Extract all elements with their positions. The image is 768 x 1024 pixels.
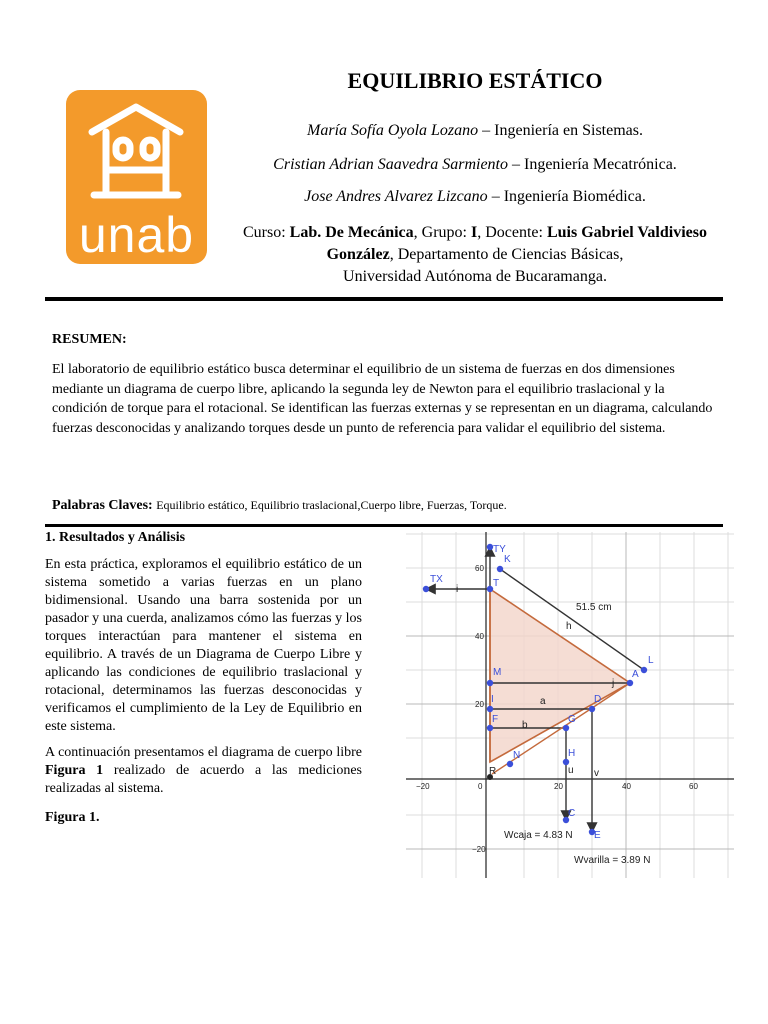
y-tick-label: −20 xyxy=(472,845,486,854)
author-separator: – xyxy=(487,188,504,205)
author-line xyxy=(240,188,710,206)
wvarilla-label: Wvarilla = 3.89 N xyxy=(574,855,651,866)
point-label: TX xyxy=(430,574,443,585)
x-tick-label: −20 xyxy=(416,782,430,791)
author-separator: – xyxy=(508,156,524,173)
abstract-body: El laboratorio de equilibrio estático busca determinar el equilibrio de un sistema de fuerzas en dos dimensiones mediante un diagrama de cuerpo libre, aplicando la segunda ley de Newton para el equilibrio traslacional y la condición de torque para el rotacional. Se identifican las fuerzas externas y se representan en un diagrama, calculando fuerzas desconocidas y analizando torques desde un punto de referencia para validar el equilibrio del sistema. xyxy=(52,362,713,436)
teacher-label: , Docente: xyxy=(477,224,547,241)
y-tick-label: 20 xyxy=(475,700,484,709)
section-divider xyxy=(45,524,723,527)
wcaja-label: Wcaja = 4.83 N xyxy=(504,830,573,841)
author-program: Ingeniería Mecatrónica. xyxy=(524,156,677,173)
point-label: G xyxy=(568,714,576,725)
segment-label: b xyxy=(522,720,528,731)
x-tick-label: 0 xyxy=(478,782,483,791)
point-label: I xyxy=(491,694,494,705)
header-divider xyxy=(45,297,723,301)
segment-label: h xyxy=(566,621,572,632)
group-value: I xyxy=(470,224,478,241)
point-label: E xyxy=(594,830,601,841)
point-label: N xyxy=(513,750,521,761)
point-label: C xyxy=(568,808,576,819)
author-separator: – xyxy=(478,122,495,139)
segment-label: v xyxy=(594,768,599,779)
free-body-diagram xyxy=(406,532,734,878)
keywords-value: Equilibrio estático, Equilibrio traslacional,Cuerpo libre, Fuerzas, Torque. xyxy=(156,498,507,512)
university: Universidad Autónoma de Bucaramanga. xyxy=(343,268,607,285)
figure-label: Figura 1. xyxy=(45,810,100,825)
point-label: TY xyxy=(493,544,506,555)
y-tick-label: 40 xyxy=(475,632,484,641)
rope-length-label: 51.5 cm xyxy=(576,602,612,613)
course-name: Lab. De Mecánica xyxy=(289,224,414,241)
department: , Departamento de Ciencias Básicas, xyxy=(389,246,624,263)
group-label: , Grupo: xyxy=(413,224,471,241)
teacher-name: Luis Gabriel Valdivieso González xyxy=(326,224,707,263)
point-label: R xyxy=(489,766,497,777)
figure-reference: Figura 1 xyxy=(45,763,104,778)
author-line xyxy=(240,122,710,140)
point-label: D xyxy=(594,694,602,705)
point-label: L xyxy=(648,655,654,666)
point-label: M xyxy=(493,667,502,678)
author-program: Ingeniería en Sistemas. xyxy=(494,122,643,139)
segment-label: u xyxy=(568,765,574,776)
section-paragraph: En esta práctica, exploramos el equilibrio estático de un sistema sometido a varias fuerzas en un plano bidimensional. Usando una barra sostenida por un pasador y una cuerda, analizamos cómo las fuerzas y los torques interactúan para mantener el sistema en equilibrio. A través de un Diagrama de Cuerpo Libre y aplicando las condiciones de equilibrio traslacional y rotacional, determinamos las fuerzas desconocidas y verificamos el cumplimiento de la Ley de Equilibrio en este sistema. xyxy=(45,557,362,734)
section-title: 1. Resultados y Análisis xyxy=(45,530,186,545)
building-icon xyxy=(66,90,207,210)
author-program: Ingeniería Biomédica. xyxy=(503,188,646,205)
segment-label: a xyxy=(540,696,546,707)
point-label: K xyxy=(504,554,511,565)
section-paragraph xyxy=(45,744,362,798)
unab-logo xyxy=(66,90,207,264)
author-line xyxy=(240,156,710,174)
keywords xyxy=(52,498,717,514)
segment-label: j xyxy=(612,678,615,689)
author-name: Jose Andres Alvarez Lizcano xyxy=(304,188,488,205)
segment-label: i xyxy=(456,584,459,595)
point-label: T xyxy=(493,578,500,589)
x-tick-label: 60 xyxy=(689,782,698,791)
diagram-canvas xyxy=(406,532,734,878)
point-label: H xyxy=(568,748,576,759)
abstract-title: RESUMEN: xyxy=(52,332,127,347)
logo-text: unab xyxy=(78,207,195,263)
course-label: Curso: xyxy=(242,224,290,241)
point-label: A xyxy=(632,669,639,680)
author-name: María Sofía Oyola Lozano xyxy=(307,122,479,139)
author-name: Cristian Adrian Saavedra Sarmiento xyxy=(273,156,508,173)
course-info xyxy=(240,222,710,288)
x-tick-label: 40 xyxy=(622,782,631,791)
point-label: F xyxy=(492,714,499,725)
paragraph-text: realizado de acuerdo a las mediciones realizadas al sistema. xyxy=(45,763,362,796)
keywords-label: Palabras Claves: xyxy=(52,498,157,513)
page-title: EQUILIBRIO ESTÁTICO xyxy=(347,68,603,93)
y-tick-label: 60 xyxy=(475,564,484,573)
x-tick-label: 20 xyxy=(554,782,563,791)
paragraph-text: A continuación presentamos el diagrama de cuerpo libre xyxy=(45,745,362,760)
